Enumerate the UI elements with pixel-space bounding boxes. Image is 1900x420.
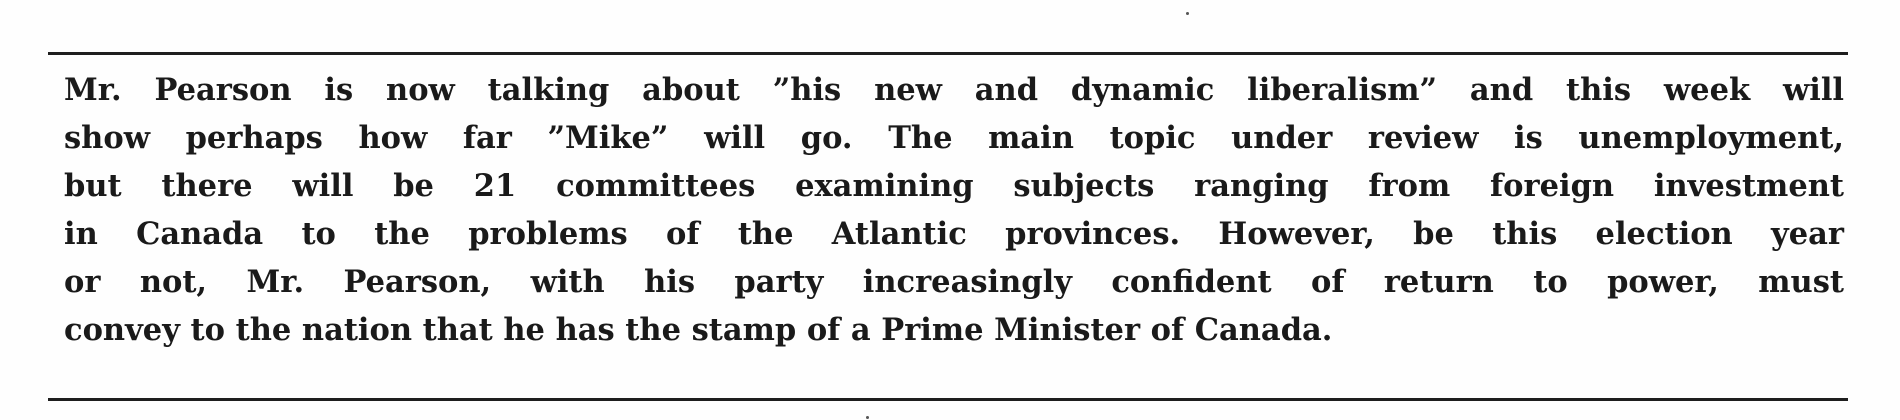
bottom-rule — [48, 398, 1848, 401]
top-rule — [48, 52, 1848, 55]
passage-line-1: Mr. Pearson is now talking about ”his new and dynamic liberalism” and this week will — [64, 72, 1844, 108]
passage-line-4: in Canada to the problems of the Atlantic provinces. However, be this election year — [64, 216, 1844, 252]
passage-line-3: but there will be 21 committees examining subjects ranging from foreign investment — [64, 168, 1844, 204]
passage-line-6: convey to the nation that he has the stamp of a Prime Minister of Canada. — [64, 312, 1333, 348]
article-passage — [64, 66, 1844, 354]
scan-speck — [866, 416, 869, 419]
passage-line-5: or not, Mr. Pearson, with his party increasingly confident of return to power, must — [64, 264, 1844, 300]
scan-speck — [1186, 12, 1189, 15]
passage-line-2: show perhaps how far ”Mike” will go. The main topic under review is unemployment, — [64, 120, 1844, 156]
